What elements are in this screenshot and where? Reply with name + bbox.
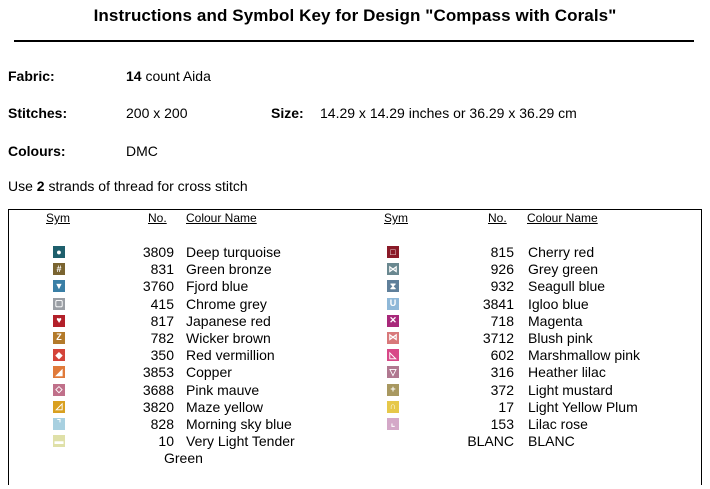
stitches-label: Stitches: — [8, 105, 68, 121]
colour-number: 3820 — [142, 398, 174, 415]
symbol-swatch-icon: ♥ — [53, 315, 65, 327]
symbol-swatch-icon: ∩ — [387, 401, 399, 413]
symbol-swatch-icon: U — [387, 298, 399, 310]
colour-row — [9, 433, 699, 450]
header-no-right: No. — [488, 211, 507, 225]
colour-name: Very Light Tender — [186, 433, 295, 450]
colour-number: 782 — [150, 329, 174, 346]
colour-name: Heather lilac — [528, 364, 606, 381]
colour-number: 153 — [490, 415, 514, 432]
colour-number: BLANC — [467, 433, 514, 450]
symbol-swatch-icon: ● — [53, 246, 65, 258]
colour-row — [9, 382, 699, 399]
right-colour-list — [9, 244, 699, 450]
colour-number: 415 — [150, 295, 174, 312]
colour-row — [9, 244, 699, 261]
colour-number: 831 — [150, 261, 174, 278]
colour-name: BLANC — [528, 433, 575, 450]
colour-number: 926 — [490, 261, 514, 278]
stitches-value: 200 x 200 — [126, 105, 188, 121]
symbol-swatch-icon: ▼ — [54, 280, 64, 291]
colour-name: Light Yellow Plum — [528, 398, 638, 415]
colour-number: 316 — [490, 364, 514, 381]
colour-name: Copper — [186, 364, 232, 381]
colour-number: 828 — [150, 415, 174, 432]
colour-name: Green bronze — [186, 261, 272, 278]
symbol-swatch-icon: □ — [387, 246, 399, 258]
colour-name: Magenta — [528, 312, 583, 329]
colour-number: 3809 — [142, 244, 174, 260]
colour-number: 3688 — [142, 381, 174, 398]
colour-row — [9, 296, 699, 313]
colour-name: Fjord blue — [186, 278, 249, 295]
symbol-swatch-icon: ⋈ — [388, 263, 398, 274]
symbol-swatch-icon: ⋈ — [388, 332, 398, 343]
fabric-value — [126, 68, 211, 84]
left-last-name-continuation: Green — [164, 450, 203, 466]
header-name-right: Colour Name — [527, 211, 598, 225]
header-no-left: No. — [148, 211, 167, 225]
colour-number: 817 — [150, 312, 174, 329]
colour-name: Maze yellow — [186, 398, 264, 415]
colour-row — [9, 399, 699, 416]
colour-row — [9, 261, 699, 278]
colours-label: Colours: — [8, 143, 66, 159]
page-title: Instructions and Symbol Key for Design "Compass with Corals" — [93, 6, 617, 25]
colour-row — [9, 278, 699, 295]
colour-number: 17 — [498, 398, 514, 415]
colour-name: Pink mauve — [186, 381, 260, 398]
size-label: Size: — [271, 105, 304, 121]
symbol-swatch-icon: ⧗ — [387, 280, 399, 292]
fabric-count: 14 — [126, 68, 142, 84]
colour-number: 372 — [490, 381, 514, 398]
symbol-swatch-icon: + — [387, 384, 399, 396]
fabric-label: Fabric: — [8, 68, 55, 84]
symbol-swatch-icon: ⌝ — [53, 418, 65, 430]
symbol-swatch-icon: ◿ — [53, 401, 65, 413]
colour-row — [9, 347, 699, 364]
colour-name: Cherry red — [528, 244, 595, 260]
colour-name: Red vermillion — [186, 347, 275, 364]
strands-post: strands of thread for cross stitch — [44, 178, 248, 194]
symbol-swatch-icon: ⌞ — [387, 418, 399, 430]
strands-pre: Use — [8, 178, 37, 194]
symbol-swatch-icon: ◢ — [53, 366, 65, 378]
colour-number: 718 — [490, 312, 514, 329]
symbol-swatch-icon: ▬ — [54, 435, 64, 446]
colour-name: Light mustard — [528, 381, 613, 398]
symbol-swatch-icon: Z — [53, 332, 65, 344]
colour-name: Marshmallow pink — [528, 347, 641, 364]
colour-number: 932 — [490, 278, 514, 295]
fabric-type: count Aida — [141, 68, 211, 84]
colour-number: 3841 — [482, 295, 514, 312]
symbol-swatch-icon: ▢ — [54, 298, 64, 309]
symbol-swatch-icon: ◺ — [387, 349, 399, 361]
strands-number: 2 — [36, 178, 45, 194]
colour-row — [9, 364, 699, 381]
colour-row — [9, 313, 699, 330]
header-sym-right: Sym — [384, 211, 408, 225]
colour-name: Morning sky blue — [186, 415, 292, 432]
size-value: 14.29 x 14.29 inches or 36.29 x 36.29 cm — [320, 105, 577, 121]
colour-number: 602 — [490, 347, 514, 364]
colour-number: 815 — [490, 244, 514, 260]
colour-number: 3853 — [142, 364, 174, 381]
colour-number: 10 — [158, 433, 174, 450]
colour-row — [9, 330, 699, 347]
colour-name: Igloo blue — [528, 295, 589, 312]
colour-name: Deep turquoise — [186, 244, 281, 260]
colour-row — [9, 416, 699, 433]
symbol-swatch-icon: ▽ — [387, 366, 399, 378]
strands-instruction — [8, 178, 248, 194]
colours-value: DMC — [126, 143, 158, 159]
colour-name: Chrome grey — [186, 295, 267, 312]
header-sym-left: Sym — [46, 211, 70, 225]
colour-name: Seagull blue — [528, 278, 606, 295]
colour-name: Blush pink — [528, 329, 593, 346]
colour-number: 3760 — [142, 278, 174, 295]
colour-number: 3712 — [482, 329, 514, 346]
symbol-swatch-icon: ◆ — [53, 349, 65, 361]
colour-name: Wicker brown — [186, 329, 271, 346]
colour-name: Japanese red — [186, 312, 271, 329]
symbol-swatch-icon: ✕ — [387, 315, 399, 327]
colour-number: 350 — [150, 347, 174, 364]
symbol-swatch-icon: # — [53, 263, 65, 275]
header-name-left: Colour Name — [186, 211, 257, 225]
title-underline — [14, 40, 694, 42]
colour-name: Lilac rose — [528, 415, 588, 432]
colour-name: Grey green — [528, 261, 599, 278]
symbol-swatch-icon: ◇ — [53, 384, 65, 396]
